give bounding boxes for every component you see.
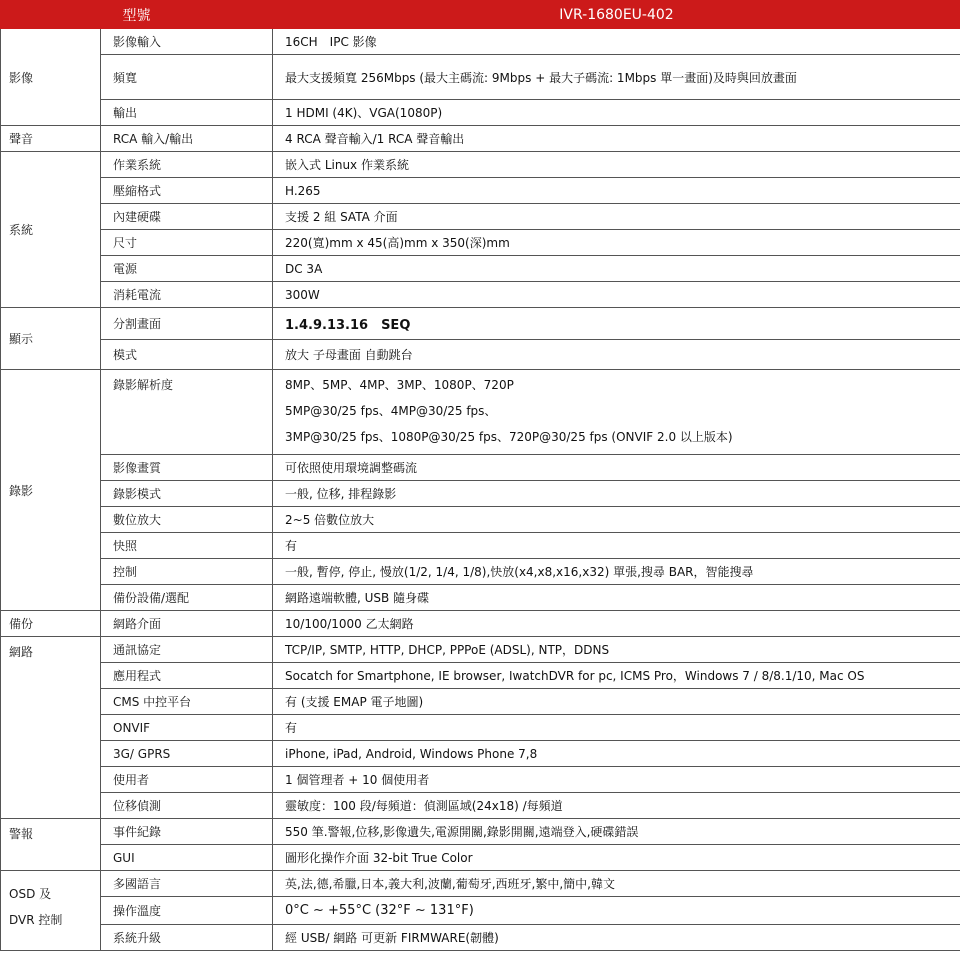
- spec-label: 操作溫度: [101, 897, 273, 925]
- spec-label: ONVIF: [101, 715, 273, 741]
- spec-value: 2~5 倍數位放大: [273, 507, 960, 533]
- table-row: [1, 256, 960, 282]
- spec-value: 靈敏度：100 段/每頻道：偵測區域(24x18) /每頻道: [273, 793, 960, 819]
- resolution-line: 5MP@30/25 fps、4MP@30/25 fps、: [285, 404, 497, 418]
- spec-value: 最大支援頻寬 256Mbps (最大主碼流: 9Mbps + 最大子碼流: 1Mbps 單一畫面)及時與回放畫面: [273, 55, 960, 100]
- spec-value: 網路遠端軟體, USB 隨身碟: [273, 585, 960, 611]
- spec-value: 一般, 位移, 排程錄影: [273, 481, 960, 507]
- spec-label: 系統升級: [101, 925, 273, 951]
- category-video: 影像: [1, 29, 101, 126]
- table-row: [1, 845, 960, 871]
- spec-value: 550 筆.警報,位移,影像遺失,電源開關,錄影開關,遠端登入,硬碟錯誤: [273, 819, 960, 845]
- spec-label: 消耗電流: [101, 282, 273, 308]
- table-row: [1, 178, 960, 204]
- category-display: 顯示: [1, 308, 101, 370]
- spec-label: 3G/ GPRS: [101, 741, 273, 767]
- resolution-line: 8MP、5MP、4MP、3MP、1080P、720P: [285, 378, 514, 392]
- table-row: [1, 559, 960, 585]
- spec-label: 備份設備/選配: [101, 585, 273, 611]
- spec-value: 4 RCA 聲音輸入/1 RCA 聲音輸出: [273, 126, 960, 152]
- spec-value: 1.4.9.13.16 SEQ: [273, 308, 960, 340]
- spec-value: 嵌入式 Linux 作業系統: [273, 152, 960, 178]
- table-row: [1, 126, 960, 152]
- category-osd-dvr-control: OSD 及 DVR 控制: [1, 871, 101, 951]
- spec-label: 分割畫面: [101, 308, 273, 340]
- spec-value: 220(寬)mm x 45(高)mm x 350(深)mm: [273, 230, 960, 256]
- table-row: [1, 282, 960, 308]
- table-row: [1, 308, 960, 340]
- spec-label: 事件紀錄: [101, 819, 273, 845]
- table-row: [1, 507, 960, 533]
- spec-label: 影像畫質: [101, 455, 273, 481]
- table-row: [1, 637, 960, 663]
- table-row: [1, 455, 960, 481]
- table-row: [1, 533, 960, 559]
- spec-label: 使用者: [101, 767, 273, 793]
- spec-value: 300W: [273, 282, 960, 308]
- spec-label: CMS 中控平台: [101, 689, 273, 715]
- table-row: [1, 925, 960, 951]
- spec-label: 錄影解析度: [101, 370, 273, 455]
- spec-value: 1 個管理者 + 10 個使用者: [273, 767, 960, 793]
- spec-label: GUI: [101, 845, 273, 871]
- spec-value: 16CH IPC 影像: [273, 29, 960, 55]
- model-value: IVR-1680EU-402: [273, 1, 960, 29]
- spec-value: 經 USB/ 網路 可更新 FIRMWARE(韌體): [273, 925, 960, 951]
- table-row: [1, 767, 960, 793]
- spec-label: 應用程式: [101, 663, 273, 689]
- table-row: [1, 29, 960, 55]
- spec-label: 模式: [101, 340, 273, 370]
- spec-label: 錄影模式: [101, 481, 273, 507]
- spec-label: 頻寬: [101, 55, 273, 100]
- table-row: [1, 611, 960, 637]
- spec-value: DC 3A: [273, 256, 960, 282]
- spec-value: 有: [273, 715, 960, 741]
- spec-label: 壓縮格式: [101, 178, 273, 204]
- table-row: [1, 715, 960, 741]
- table-row: [1, 100, 960, 126]
- category-alarm: 警報: [1, 819, 101, 871]
- spec-value: Socatch for Smartphone, IE browser, IwatchDVR for pc, ICMS Pro，Windows 7 / 8/8.1/10, Mac OS: [273, 663, 960, 689]
- spec-value: 英,法,德,希臘,日本,義大利,波蘭,葡萄牙,西班牙,繁中,簡中,韓文: [273, 871, 960, 897]
- spec-value: 可依照使用環境調整碼流: [273, 455, 960, 481]
- spec-value: 0°C ~ +55°C (32°F ~ 131°F): [273, 897, 960, 925]
- category-system: 系統: [1, 152, 101, 308]
- spec-value: TCP/IP, SMTP, HTTP, DHCP, PPPoE (ADSL), NTP，DDNS: [273, 637, 960, 663]
- spec-label: 快照: [101, 533, 273, 559]
- table-row: [1, 585, 960, 611]
- spec-label: 電源: [101, 256, 273, 282]
- table-row: [1, 689, 960, 715]
- spec-value: 10/100/1000 乙太網路: [273, 611, 960, 637]
- spec-label: 通訊協定: [101, 637, 273, 663]
- category-backup: 備份: [1, 611, 101, 637]
- spec-value: 有: [273, 533, 960, 559]
- spec-label: 數位放大: [101, 507, 273, 533]
- table-row: [1, 481, 960, 507]
- spec-value: 放大 子母畫面 自動跳台: [273, 340, 960, 370]
- spec-value: 支援 2 組 SATA 介面: [273, 204, 960, 230]
- table-row: [1, 663, 960, 689]
- spec-label: 位移偵測: [101, 793, 273, 819]
- spec-value-multiline: [273, 370, 960, 455]
- spec-label: RCA 輸入/輸出: [101, 126, 273, 152]
- spec-label: 尺寸: [101, 230, 273, 256]
- spec-value: 有 (支援 EMAP 電子地圖): [273, 689, 960, 715]
- table-row: [1, 204, 960, 230]
- spec-label: 控制: [101, 559, 273, 585]
- table-row: [1, 340, 960, 370]
- spec-value: 1 HDMI (4K)、VGA(1080P): [273, 100, 960, 126]
- table-row: [1, 152, 960, 178]
- spec-value: H.265: [273, 178, 960, 204]
- table-row: [1, 897, 960, 925]
- spec-label: 內建硬碟: [101, 204, 273, 230]
- table-row: [1, 741, 960, 767]
- category-recording: 錄影: [1, 370, 101, 611]
- table-row: [1, 871, 960, 897]
- spec-label: 網路介面: [101, 611, 273, 637]
- table-row: [1, 370, 960, 455]
- table-row: [1, 230, 960, 256]
- category-audio: 聲音: [1, 126, 101, 152]
- spec-value: iPhone, iPad, Android, Windows Phone 7,8: [273, 741, 960, 767]
- table-row: [1, 819, 960, 845]
- spec-label: 輸出: [101, 100, 273, 126]
- spec-value: 圖形化操作介面 32-bit True Color: [273, 845, 960, 871]
- table-row: [1, 793, 960, 819]
- spec-label: 影像輸入: [101, 29, 273, 55]
- spec-label: 多國語言: [101, 871, 273, 897]
- table-row: [1, 55, 960, 100]
- spec-value: 一般, 暫停, 停止, 慢放(1/2, 1/4, 1/8),快放(x4,x8,x16,x32) 單張,搜尋 BAR，智能搜尋: [273, 559, 960, 585]
- spec-label: 作業系統: [101, 152, 273, 178]
- table-header-row: [1, 1, 960, 29]
- resolution-line: 3MP@30/25 fps、1080P@30/25 fps、720P@30/25 fps (ONVIF 2.0 以上版本): [285, 430, 733, 444]
- model-label: 型號: [1, 1, 273, 29]
- category-network: 網路: [1, 637, 101, 819]
